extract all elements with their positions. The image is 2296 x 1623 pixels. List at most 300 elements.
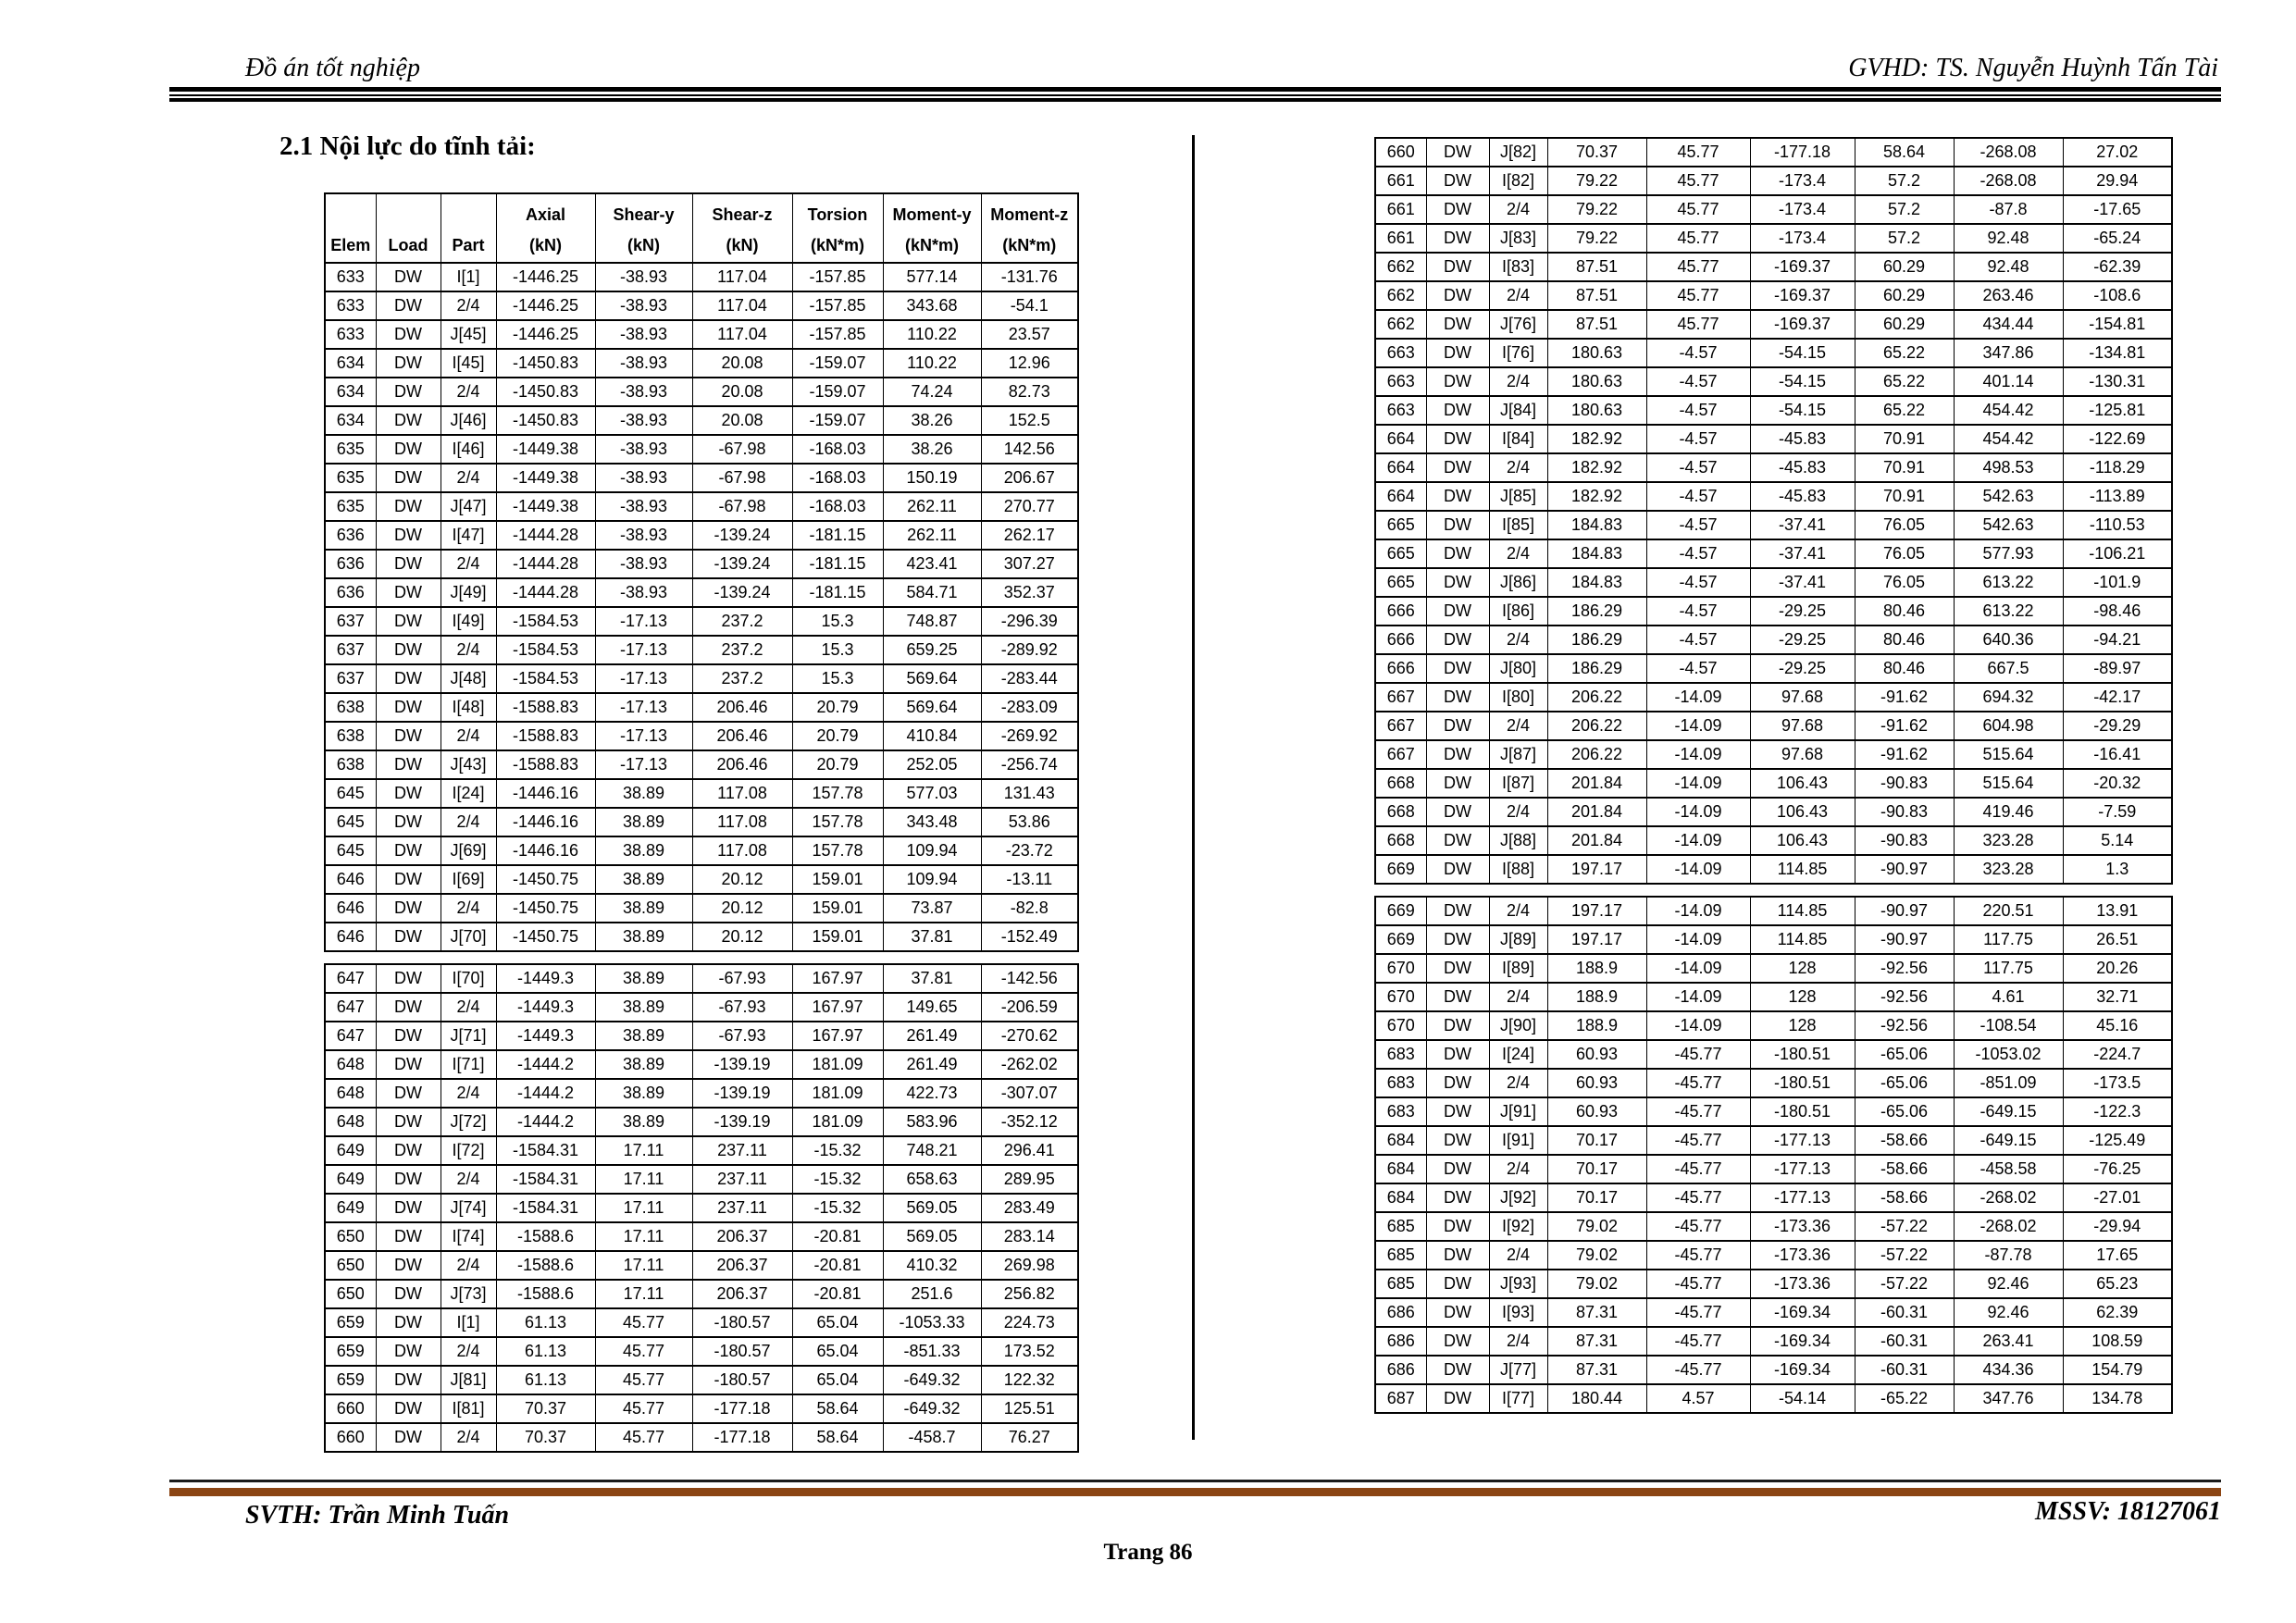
- table-cell: 82.73: [981, 378, 1078, 406]
- table-cell: 13.91: [2063, 897, 2172, 925]
- table-cell: 2/4: [1489, 281, 1547, 310]
- table-cell: 20.12: [692, 923, 792, 951]
- table-cell: 12.96: [981, 349, 1078, 378]
- table-cell: 650: [325, 1280, 376, 1308]
- table-row: [1375, 983, 2172, 1011]
- table-cell: 343.48: [883, 808, 981, 836]
- table-cell: 76.05: [1855, 568, 1954, 597]
- table-cell: -131.76: [981, 263, 1078, 291]
- table-cell: -1444.2: [496, 1050, 595, 1079]
- table-cell: -262.02: [981, 1050, 1078, 1079]
- table-cell: -139.19: [692, 1079, 792, 1108]
- table-cell: -65.06: [1855, 1097, 1954, 1126]
- table-cell: -268.08: [1954, 167, 2063, 195]
- table-cell: -29.25: [1750, 654, 1855, 683]
- table-row: [1375, 425, 2172, 453]
- table-cell: -4.57: [1646, 453, 1750, 482]
- table-cell: 666: [1375, 626, 1426, 654]
- table-cell: 17.11: [595, 1222, 692, 1251]
- table-cell: -1450.83: [496, 406, 595, 435]
- table-cell: 666: [1375, 597, 1426, 626]
- table-cell: 87.51: [1547, 281, 1646, 310]
- table-cell: 2/4: [1489, 453, 1547, 482]
- table-cell: 2/4: [1489, 195, 1547, 224]
- table-cell: 542.63: [1954, 482, 2063, 511]
- table-cell: I[92]: [1489, 1212, 1547, 1241]
- table-cell: DW: [376, 320, 441, 349]
- table-cell: 2/4: [1489, 712, 1547, 740]
- table-cell: I[81]: [441, 1394, 496, 1423]
- table-cell: DW: [376, 406, 441, 435]
- footer-rule: [169, 1480, 2221, 1496]
- table-cell: 498.53: [1954, 453, 2063, 482]
- table-cell: -90.83: [1855, 798, 1954, 826]
- table-cell: -152.49: [981, 923, 1078, 951]
- table-row: [325, 521, 1078, 550]
- table-cell: -173.4: [1750, 224, 1855, 253]
- table-cell: 184.83: [1547, 511, 1646, 539]
- table-row: [325, 1308, 1078, 1337]
- table-cell: I[24]: [441, 779, 496, 808]
- table-cell: 583.96: [883, 1108, 981, 1136]
- table-cell: 613.22: [1954, 568, 2063, 597]
- table-cell: DW: [1426, 1126, 1489, 1155]
- table-row: [325, 1423, 1078, 1452]
- table-row: [325, 1022, 1078, 1050]
- table-cell: J[74]: [441, 1194, 496, 1222]
- table-cell: -177.13: [1750, 1126, 1855, 1155]
- table-cell: 70.37: [496, 1423, 595, 1452]
- table-cell: 149.65: [883, 993, 981, 1022]
- table-cell: 663: [1375, 367, 1426, 396]
- table-cell: -54.15: [1750, 396, 1855, 425]
- table-row: [1375, 1212, 2172, 1241]
- table-cell: -169.37: [1750, 281, 1855, 310]
- table-cell: 17.11: [595, 1280, 692, 1308]
- table-cell: -169.34: [1750, 1298, 1855, 1327]
- table-cell: DW: [1426, 1097, 1489, 1126]
- table-row: [325, 865, 1078, 894]
- table-cell: 637: [325, 636, 376, 664]
- table-cell: 108.59: [2063, 1327, 2172, 1356]
- table-cell: 38.89: [595, 964, 692, 993]
- table-cell: 109.94: [883, 836, 981, 865]
- table-cell: -180.57: [692, 1366, 792, 1394]
- table-cell: 109.94: [883, 865, 981, 894]
- table-cell: 664: [1375, 482, 1426, 511]
- table-cell: 38.26: [883, 435, 981, 464]
- table-cell: J[45]: [441, 320, 496, 349]
- table-cell: -649.15: [1954, 1097, 2063, 1126]
- table-cell: -60.31: [1855, 1327, 1954, 1356]
- table-cell: 647: [325, 964, 376, 993]
- table-cell: DW: [1426, 654, 1489, 683]
- table-cell: 142.56: [981, 435, 1078, 464]
- page-number: Trang 86: [1103, 1540, 1193, 1565]
- table-cell: DW: [1426, 167, 1489, 195]
- table-row: [1375, 712, 2172, 740]
- table-cell: 206.22: [1547, 683, 1646, 712]
- table-cell: 157.78: [792, 779, 883, 808]
- table-cell: 687: [1375, 1384, 1426, 1413]
- table-cell: I[82]: [1489, 167, 1547, 195]
- table-cell: 684: [1375, 1126, 1426, 1155]
- table-row: [325, 1280, 1078, 1308]
- table-cell: -90.83: [1855, 769, 1954, 798]
- table-cell: I[85]: [1489, 511, 1547, 539]
- table-cell: I[45]: [441, 349, 496, 378]
- table-cell: 659: [325, 1337, 376, 1366]
- table-cell: 283.49: [981, 1194, 1078, 1222]
- table-cell: 665: [1375, 511, 1426, 539]
- table-cell: 2/4: [1489, 367, 1547, 396]
- table-cell: 157.78: [792, 808, 883, 836]
- table-cell: 2/4: [1489, 897, 1547, 925]
- table-cell: 186.29: [1547, 654, 1646, 683]
- table-cell: 45.77: [595, 1366, 692, 1394]
- table-cell: -20.81: [792, 1280, 883, 1308]
- table-cell: 637: [325, 664, 376, 693]
- table-cell: 20.79: [792, 693, 883, 722]
- table-cell: 252.05: [883, 750, 981, 779]
- table-cell: 45.77: [1646, 224, 1750, 253]
- table-row: [325, 1194, 1078, 1222]
- table-body-right-2: [1375, 897, 2172, 1413]
- table-cell: 613.22: [1954, 597, 2063, 626]
- table-cell: DW: [1426, 568, 1489, 597]
- table-row: [325, 836, 1078, 865]
- table-cell: -1450.83: [496, 349, 595, 378]
- header-right: GVHD: TS. Nguyễn Huỳnh Tấn Tài: [1848, 54, 2218, 82]
- table-cell: -90.97: [1855, 897, 1954, 925]
- table-cell: 65.04: [792, 1337, 883, 1366]
- table-cell: 181.09: [792, 1050, 883, 1079]
- table-cell: 65.23: [2063, 1270, 2172, 1298]
- table-cell: -270.62: [981, 1022, 1078, 1050]
- table-cell: DW: [376, 808, 441, 836]
- table-cell: 188.9: [1547, 983, 1646, 1011]
- table-cell: -110.53: [2063, 511, 2172, 539]
- table-cell: 646: [325, 894, 376, 923]
- table-cell: 45.77: [1646, 310, 1750, 339]
- table-cell: -15.32: [792, 1194, 883, 1222]
- table-cell: 220.51: [1954, 897, 2063, 925]
- table-cell: -17.13: [595, 693, 692, 722]
- table-cell: 663: [1375, 396, 1426, 425]
- table-cell: -181.15: [792, 521, 883, 550]
- table-row: [1375, 339, 2172, 367]
- table-cell: -1584.31: [496, 1136, 595, 1165]
- table-row: [1375, 453, 2172, 482]
- table-cell: -181.15: [792, 550, 883, 578]
- table-cell: 38.89: [595, 993, 692, 1022]
- table-cell: DW: [1426, 983, 1489, 1011]
- table-cell: -139.24: [692, 550, 792, 578]
- table-cell: J[88]: [1489, 826, 1547, 855]
- table-cell: 289.95: [981, 1165, 1078, 1194]
- table-cell: 2/4: [441, 993, 496, 1022]
- table-cell: -1444.2: [496, 1079, 595, 1108]
- table-cell: 2/4: [441, 550, 496, 578]
- table-cell: 182.92: [1547, 425, 1646, 453]
- table-cell: -45.77: [1646, 1270, 1750, 1298]
- table-row: [325, 779, 1078, 808]
- table-cell: 659: [325, 1366, 376, 1394]
- table-cell: 65.04: [792, 1366, 883, 1394]
- table-cell: 665: [1375, 539, 1426, 568]
- table-cell: 180.63: [1547, 367, 1646, 396]
- table-cell: -1450.75: [496, 865, 595, 894]
- table-cell: 79.02: [1547, 1241, 1646, 1270]
- table-cell: 188.9: [1547, 954, 1646, 983]
- table-cell: DW: [376, 378, 441, 406]
- table-row: [325, 693, 1078, 722]
- table-cell: DW: [376, 1394, 441, 1423]
- table-cell: 2/4: [441, 808, 496, 836]
- table-cell: 79.22: [1547, 195, 1646, 224]
- table-cell: -92.56: [1855, 983, 1954, 1011]
- table-cell: 569.64: [883, 664, 981, 693]
- table-cell: 352.37: [981, 578, 1078, 607]
- table-cell: 58.64: [792, 1423, 883, 1452]
- table-cell: DW: [376, 693, 441, 722]
- table-cell: 2/4: [441, 464, 496, 492]
- table-cell: 670: [1375, 954, 1426, 983]
- table-cell: -20.81: [792, 1222, 883, 1251]
- table-cell: DW: [376, 636, 441, 664]
- table-row: [1375, 1241, 2172, 1270]
- table-cell: -91.62: [1855, 683, 1954, 712]
- table-cell: 58.64: [1855, 138, 1954, 167]
- table-cell: 79.02: [1547, 1212, 1646, 1241]
- table-cell: -14.09: [1646, 855, 1750, 884]
- table-cell: I[46]: [441, 435, 496, 464]
- table-cell: DW: [1426, 1155, 1489, 1183]
- table-cell: 70.17: [1547, 1126, 1646, 1155]
- table-cell: 668: [1375, 826, 1426, 855]
- table-cell: 150.19: [883, 464, 981, 492]
- table-cell: 636: [325, 521, 376, 550]
- table-cell: 577.03: [883, 779, 981, 808]
- table-cell: 648: [325, 1079, 376, 1108]
- table-cell: 65.22: [1855, 396, 1954, 425]
- table-row: [325, 1108, 1078, 1136]
- table-cell: DW: [1426, 425, 1489, 453]
- table-cell: DW: [1426, 826, 1489, 855]
- table-cell: DW: [376, 923, 441, 951]
- table-cell: 114.85: [1750, 897, 1855, 925]
- table-cell: DW: [1426, 1069, 1489, 1097]
- table-cell: J[93]: [1489, 1270, 1547, 1298]
- table-cell: -173.4: [1750, 195, 1855, 224]
- table-row: [325, 464, 1078, 492]
- table-cell: -1449.38: [496, 464, 595, 492]
- table-cell: DW: [376, 1366, 441, 1394]
- table-cell: 38.89: [595, 1022, 692, 1050]
- table-cell: 57.2: [1855, 195, 1954, 224]
- table-cell: -122.69: [2063, 425, 2172, 453]
- table-cell: 423.41: [883, 550, 981, 578]
- table-cell: -1444.28: [496, 578, 595, 607]
- table-cell: 37.81: [883, 964, 981, 993]
- table-cell: -29.25: [1750, 626, 1855, 654]
- table-cell: 454.42: [1954, 396, 2063, 425]
- table-cell: 117.04: [692, 263, 792, 291]
- table-cell: -1446.16: [496, 836, 595, 865]
- table-cell: I[93]: [1489, 1298, 1547, 1327]
- table-cell: DW: [1426, 1040, 1489, 1069]
- table-cell: -4.57: [1646, 539, 1750, 568]
- col-header-shear-z: Shear-z (kN): [692, 193, 792, 263]
- table-cell: -1053.02: [1954, 1040, 2063, 1069]
- table-cell: 80.46: [1855, 626, 1954, 654]
- table-cell: 515.64: [1954, 769, 2063, 798]
- table-cell: -67.98: [692, 435, 792, 464]
- table-cell: 237.11: [692, 1165, 792, 1194]
- table-row: [1375, 626, 2172, 654]
- table-cell: -67.93: [692, 964, 792, 993]
- table-cell: 660: [325, 1423, 376, 1452]
- table-row: [325, 964, 1078, 993]
- table-cell: DW: [376, 607, 441, 636]
- table-cell: -38.93: [595, 521, 692, 550]
- table-cell: 17.11: [595, 1165, 692, 1194]
- table-cell: 188.9: [1547, 1011, 1646, 1040]
- table-cell: J[89]: [1489, 925, 1547, 954]
- table-cell: DW: [1426, 1241, 1489, 1270]
- table-cell: -91.62: [1855, 740, 1954, 769]
- table-cell: -1446.16: [496, 779, 595, 808]
- table-cell: DW: [1426, 925, 1489, 954]
- table-cell: 92.48: [1954, 224, 2063, 253]
- table-cell: 645: [325, 836, 376, 865]
- table-cell: -177.13: [1750, 1155, 1855, 1183]
- table-cell: 2/4: [1489, 1241, 1547, 1270]
- table-cell: DW: [1426, 253, 1489, 281]
- table-cell: -54.15: [1750, 367, 1855, 396]
- table-cell: 45.77: [1646, 195, 1750, 224]
- table-cell: 206.37: [692, 1280, 792, 1308]
- table-cell: -67.98: [692, 464, 792, 492]
- table-cell: -139.19: [692, 1050, 792, 1079]
- table-cell: J[43]: [441, 750, 496, 779]
- table-cell: 17.11: [595, 1251, 692, 1280]
- table-cell: 206.22: [1547, 740, 1646, 769]
- table-cell: -45.77: [1646, 1327, 1750, 1356]
- table-cell: 154.79: [2063, 1356, 2172, 1384]
- table-row: [325, 1251, 1078, 1280]
- table-row: [1375, 1040, 2172, 1069]
- table-cell: 2/4: [441, 291, 496, 320]
- col-header-torsion: Torsion (kN*m): [792, 193, 883, 263]
- table-cell: 87.51: [1547, 310, 1646, 339]
- table-cell: 182.92: [1547, 453, 1646, 482]
- table-cell: J[70]: [441, 923, 496, 951]
- table-row: [1375, 396, 2172, 425]
- table-cell: 62.39: [2063, 1298, 2172, 1327]
- table-cell: 70.37: [496, 1394, 595, 1423]
- table-cell: -1444.28: [496, 521, 595, 550]
- table-body-left-1: [325, 263, 1078, 951]
- table-cell: -38.93: [595, 263, 692, 291]
- table-cell: 2/4: [1489, 626, 1547, 654]
- table-cell: 184.83: [1547, 539, 1646, 568]
- table-cell: -29.25: [1750, 597, 1855, 626]
- table-cell: 38.89: [595, 865, 692, 894]
- table-cell: J[86]: [1489, 568, 1547, 597]
- table-cell: 694.32: [1954, 683, 2063, 712]
- table-cell: 45.77: [595, 1423, 692, 1452]
- table-cell: -54.15: [1750, 339, 1855, 367]
- table-cell: 1.3: [2063, 855, 2172, 884]
- forces-table-left-part1: [324, 192, 1079, 952]
- table-cell: -649.32: [883, 1366, 981, 1394]
- table-cell: -92.56: [1855, 954, 1954, 983]
- table-cell: 53.86: [981, 808, 1078, 836]
- table-cell: 97.68: [1750, 712, 1855, 740]
- table-cell: -90.97: [1855, 925, 1954, 954]
- table-cell: -20.81: [792, 1251, 883, 1280]
- table-cell: DW: [1426, 1011, 1489, 1040]
- table-cell: -851.33: [883, 1337, 981, 1366]
- table-row: [325, 492, 1078, 521]
- table-cell: 663: [1375, 339, 1426, 367]
- table-row: [325, 808, 1078, 836]
- table-cell: I[80]: [1489, 683, 1547, 712]
- table-row: [325, 1050, 1078, 1079]
- table-cell: 269.98: [981, 1251, 1078, 1280]
- table-cell: 38.89: [595, 836, 692, 865]
- table-cell: 2/4: [1489, 1069, 1547, 1097]
- table-row: [1375, 167, 2172, 195]
- table-cell: -130.31: [2063, 367, 2172, 396]
- table-cell: -173.36: [1750, 1212, 1855, 1241]
- table-cell: DW: [376, 521, 441, 550]
- table-cell: 117.75: [1954, 925, 2063, 954]
- table-cell: -1588.6: [496, 1280, 595, 1308]
- table-header-row: [325, 193, 1078, 263]
- table-cell: -4.57: [1646, 367, 1750, 396]
- table-cell: 659: [325, 1308, 376, 1337]
- table-cell: I[72]: [441, 1136, 496, 1165]
- table-cell: 110.22: [883, 349, 981, 378]
- table-cell: -38.93: [595, 320, 692, 349]
- table-cell: 38.89: [595, 894, 692, 923]
- table-cell: -1449.38: [496, 492, 595, 521]
- table-row: [1375, 855, 2172, 884]
- table-cell: -122.3: [2063, 1097, 2172, 1126]
- table-cell: -177.18: [1750, 138, 1855, 167]
- table-cell: -4.57: [1646, 654, 1750, 683]
- table-cell: 2/4: [1489, 798, 1547, 826]
- table-cell: -65.06: [1855, 1069, 1954, 1097]
- table-cell: 201.84: [1547, 798, 1646, 826]
- table-cell: 661: [1375, 195, 1426, 224]
- table-cell: -224.7: [2063, 1040, 2172, 1069]
- table-row: [325, 1337, 1078, 1366]
- table-cell: -125.49: [2063, 1126, 2172, 1155]
- table-cell: I[77]: [1489, 1384, 1547, 1413]
- table-cell: -14.09: [1646, 954, 1750, 983]
- table-cell: 65.22: [1855, 367, 1954, 396]
- table-row: [325, 320, 1078, 349]
- table-cell: 684: [1375, 1155, 1426, 1183]
- table-cell: 61.13: [496, 1308, 595, 1337]
- table-cell: I[88]: [1489, 855, 1547, 884]
- table-cell: 206.37: [692, 1251, 792, 1280]
- table-cell: 206.37: [692, 1222, 792, 1251]
- table-cell: 79.22: [1547, 167, 1646, 195]
